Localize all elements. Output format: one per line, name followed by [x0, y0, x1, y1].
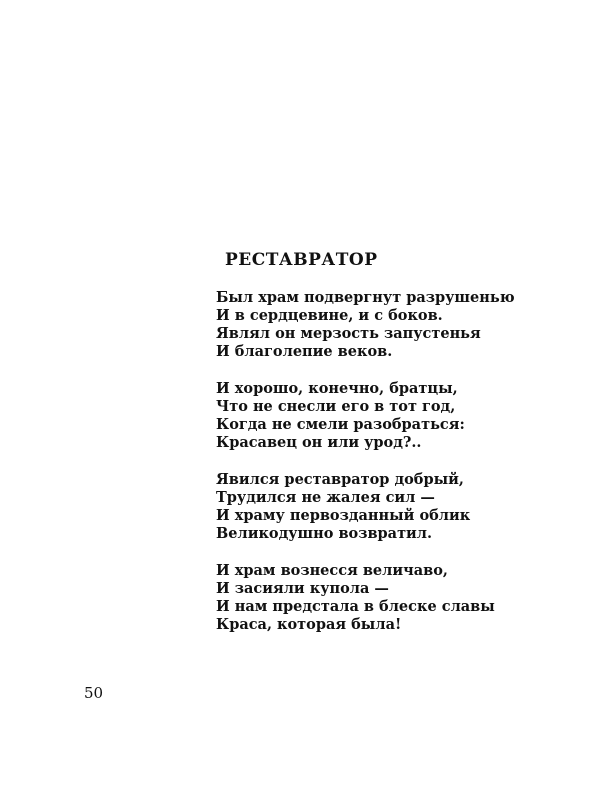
poem-line: Трудился не жалея сил — [216, 489, 435, 506]
stanza [216, 380, 515, 452]
poem-line: И хорошо, конечно, братцы, [216, 380, 458, 397]
poem-line: И храм вознесся величаво, [216, 562, 448, 579]
poem-line: Красавец он или урод?.. [216, 434, 422, 451]
poem-line: И благолепие веков. [216, 343, 393, 360]
poem-line: И в сердцевине, и с боков. [216, 307, 443, 324]
poem-line: Что не снесли его в тот год, [216, 398, 456, 415]
poem-line: Когда не смели разобраться: [216, 416, 465, 433]
stanza [216, 562, 515, 634]
poem-line: И нам предстала в блеске славы [216, 598, 495, 615]
poem-line: Явился реставратор добрый, [216, 471, 464, 488]
poem-body [216, 289, 515, 653]
poem-line: И храму первозданный облик [216, 507, 471, 524]
poem-line: Великодушно возвратил. [216, 525, 433, 542]
poem-line: Краса, которая была! [216, 616, 402, 633]
page-number: 50 [84, 684, 104, 702]
stanza [216, 471, 515, 543]
stanza [216, 289, 515, 361]
poem-line: И засияли купола — [216, 580, 389, 597]
poem-line: Являл он мерзость запустенья [216, 325, 481, 342]
poem-line: Был храм подвергнут разрушенью [216, 289, 515, 306]
poem-title: РЕСТАВРАТОР [225, 250, 378, 270]
